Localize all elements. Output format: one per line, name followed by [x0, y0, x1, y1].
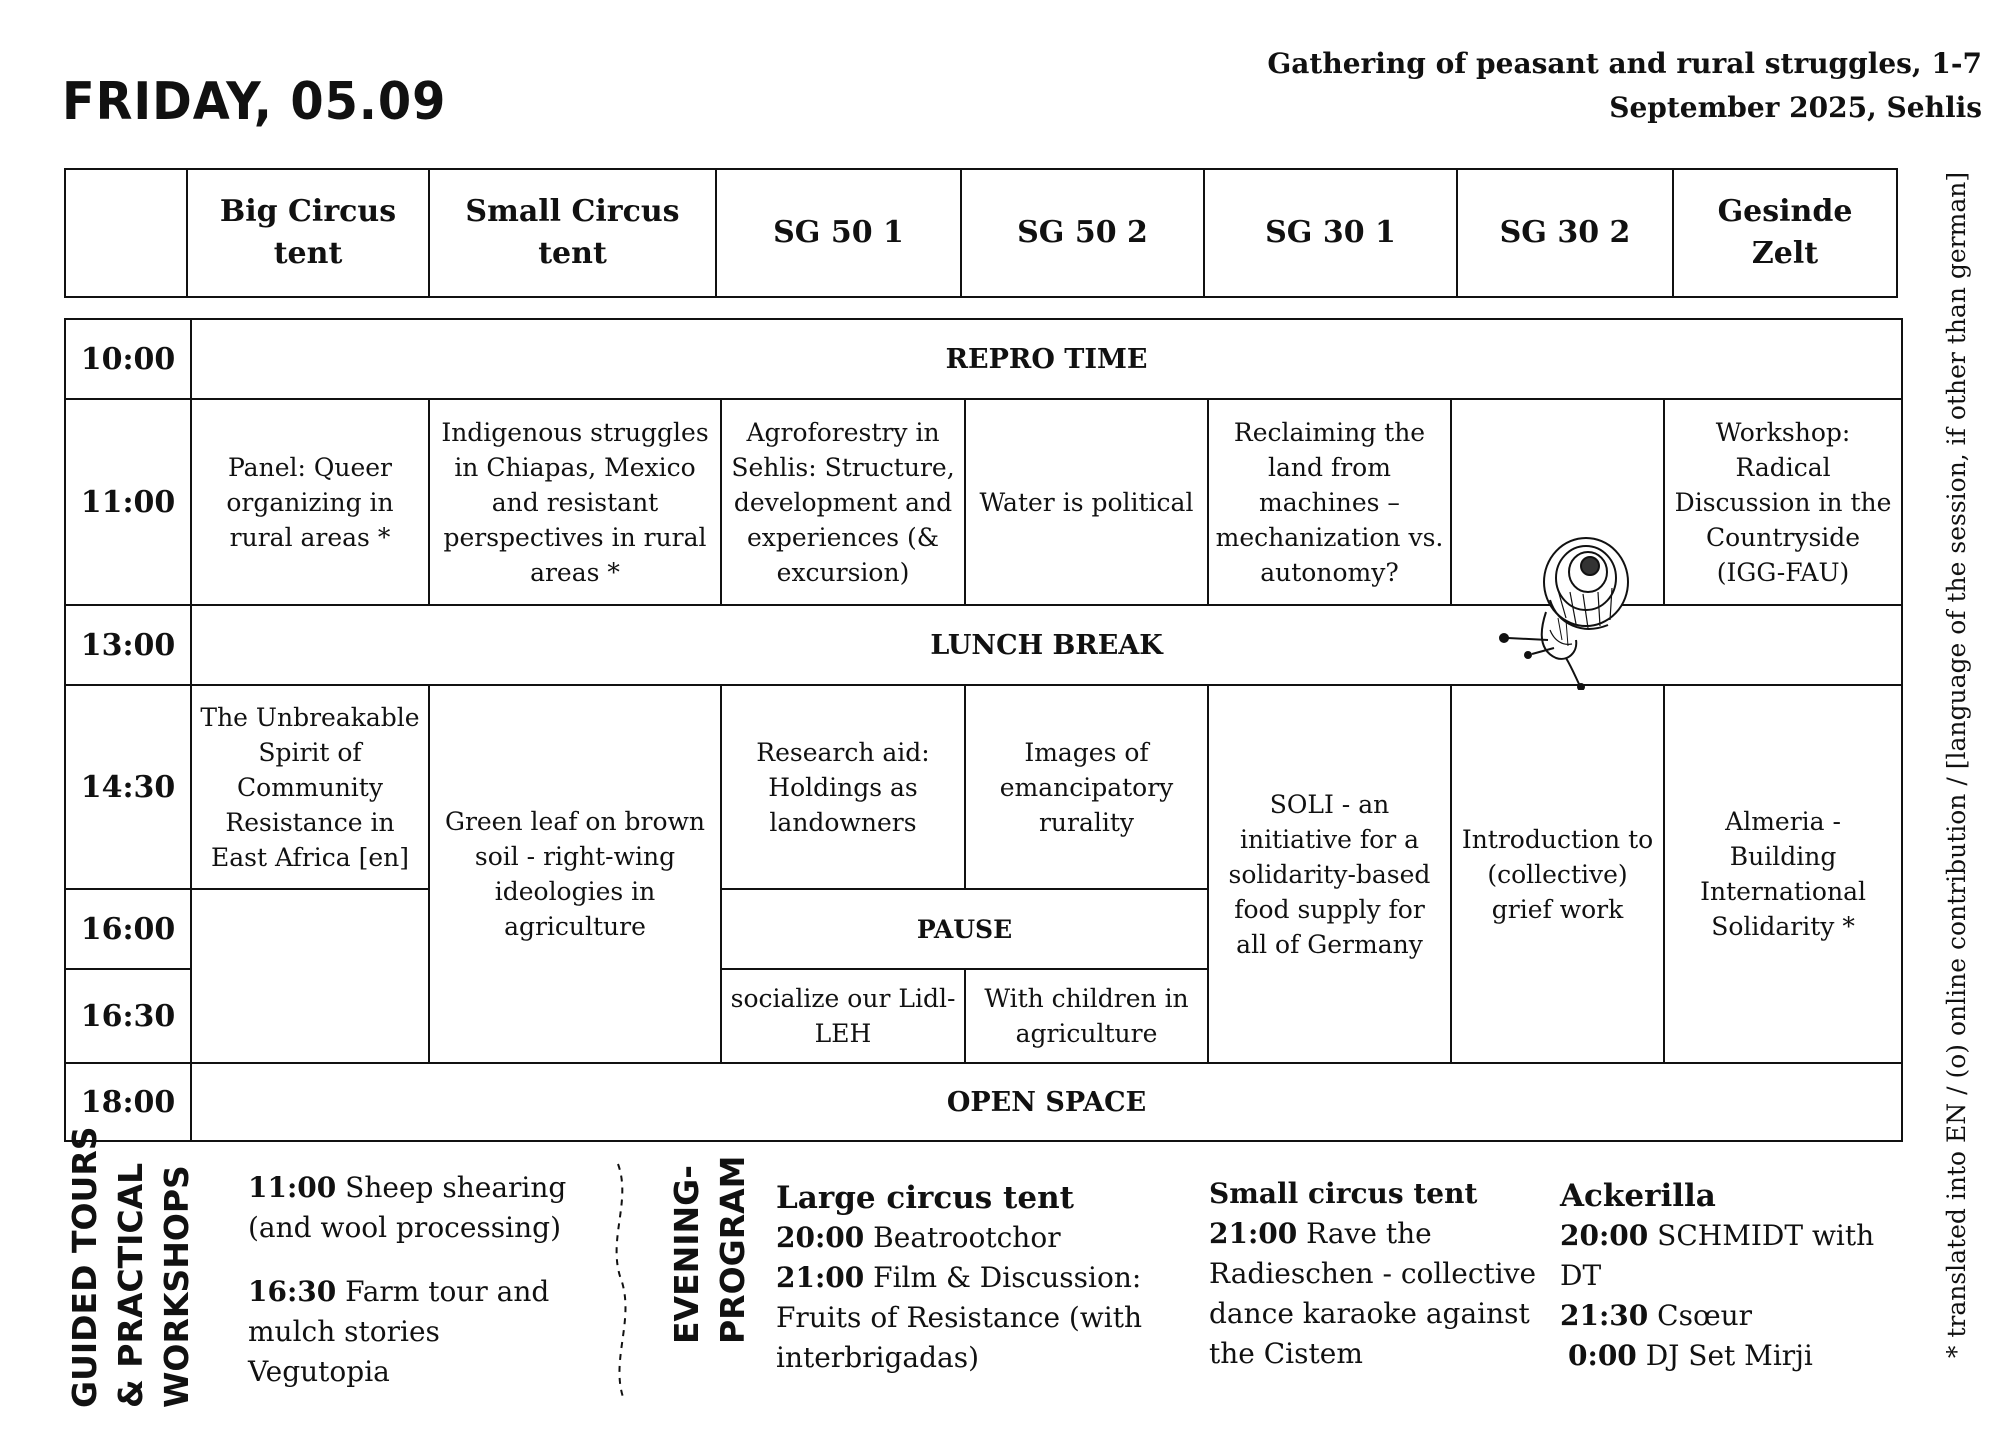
session-1430-sg30-1: SOLI - an initiative for a solidarity-based food supply for all of Germany: [1208, 685, 1451, 1063]
guided-item-sheep-text-b: (and wool processing): [248, 1211, 562, 1244]
session-1630-sg50-1: socialize our Lidl-LEH: [721, 969, 965, 1063]
guided-tours-title-line3: WORKSHOPS: [157, 1165, 196, 1408]
session-1100-gesinde: Workshop: Radical Discussion in the Countryside (IGG-FAU): [1664, 399, 1902, 605]
evening-small-tent-heading: Small circus tent: [1209, 1177, 1478, 1210]
evening-small-item1: [1209, 1214, 1539, 1254]
evening-ackerilla-item2: [1560, 1296, 1910, 1336]
venue-big-circus: Big Circus tent: [187, 169, 429, 297]
venue-sg30-2: SG 30 2: [1457, 169, 1673, 297]
guided-item-farm-text-b: mulch stories: [248, 1315, 440, 1348]
time-1430: 14:30: [65, 685, 191, 889]
day-title: FRIDAY, 05.09: [62, 72, 447, 132]
guided-item-farm-text-a: Farm tour and: [345, 1275, 550, 1308]
time-1630: 16:30: [65, 969, 191, 1063]
evening-large-item1: [776, 1218, 1146, 1258]
evening-small-item1-text-d: the Cistem: [1209, 1337, 1363, 1370]
evening-small-item1-text-b: Radieschen - collective: [1209, 1257, 1537, 1290]
evening-ackerilla-item1-time: 20:00: [1560, 1219, 1649, 1252]
evening-large-item2-text-b: Fruits of Resistance (with: [776, 1301, 1143, 1334]
evening-ackerilla-item1: [1560, 1216, 1910, 1296]
evening-ackerilla-item2-time: 21:30: [1560, 1299, 1649, 1332]
evening-large-tent: [776, 1178, 1146, 1378]
evening-large-item1-time: 20:00: [776, 1221, 865, 1254]
time-1800: 18:00: [65, 1063, 191, 1141]
session-1100-small-circus: Indigenous struggles in Chiapas, Mexico and resistant perspectives in rural areas *: [429, 399, 721, 605]
snail-illustration: [1488, 530, 1658, 690]
pause-block: PAUSE: [721, 889, 1208, 969]
evening-large-item2-time: 21:00: [776, 1261, 865, 1294]
event-title-line2: September 2025, Sehlis: [1609, 91, 1982, 124]
guided-tours-list: [248, 1168, 578, 1392]
evening-large-item2: [776, 1258, 1146, 1298]
evening-large-item1-text: Beatrootchor: [873, 1221, 1061, 1254]
venue-sg50-1: SG 50 1: [716, 169, 961, 297]
guided-item-farm-text-c: Vegutopia: [248, 1355, 390, 1388]
venue-small-circus: Small Circus tent: [429, 169, 716, 297]
session-1430-sg30-2: Introduction to (collective) grief work: [1451, 685, 1664, 1063]
guided-item-sheep-text-a: Sheep shearing: [345, 1171, 567, 1204]
session-1430-sg50-2: Images of emancipatory rurality: [965, 685, 1208, 889]
session-1100-big-circus: Panel: Queer organizing in rural areas *: [191, 399, 429, 605]
venue-gesinde: Gesinde Zelt: [1673, 169, 1897, 297]
event-title: [1082, 42, 1982, 130]
evening-ackerilla-item3-text: DJ Set Mirji: [1645, 1339, 1813, 1372]
guided-tours-title: [62, 1126, 292, 1454]
venue-sg50-2: SG 50 2: [961, 169, 1204, 297]
guided-item-sheep: [248, 1168, 578, 1208]
evening-ackerilla-heading: Ackerilla: [1560, 1178, 1716, 1214]
event-title-line1: Gathering of peasant and rural struggles, 1-7: [1267, 47, 1982, 80]
time-1000: 10:00: [65, 319, 191, 399]
time-1100: 11:00: [65, 399, 191, 605]
open-space-block: OPEN SPACE: [191, 1063, 1902, 1141]
evening-program-title-line2: PROGRAM: [713, 1155, 752, 1344]
legend-note-text: * translated into EN / (o) online contribution / [language of the session, if other than german]: [1942, 171, 1971, 1359]
guided-item-sheep-time: 11:00: [248, 1171, 337, 1204]
schedule-table: [64, 318, 1903, 1142]
venue-header-table: [64, 168, 1898, 298]
evening-ackerilla: [1560, 1176, 1910, 1376]
session-1430-gesinde: Almeria - Building International Solidarity *: [1664, 685, 1902, 1063]
evening-small-item1-time: 21:00: [1209, 1217, 1298, 1250]
venue-sg30-1: SG 30 1: [1204, 169, 1457, 297]
evening-large-item2-text-c: interbrigadas): [776, 1341, 979, 1374]
session-1100-sg50-1: Agroforestry in Sehlis: Structure, development and experiences (& excursion): [721, 399, 965, 605]
evening-small-tent: [1209, 1174, 1539, 1374]
guided-item-farm-time: 16:30: [248, 1275, 337, 1308]
session-1430-small-circus: Green leaf on brown soil - right-wing ideologies in agriculture: [429, 685, 721, 1063]
session-1430-sg50-1: Research aid: Holdings as landowners: [721, 685, 965, 889]
time-1300: 13:00: [65, 605, 191, 685]
session-1430-big-circus: The Unbreakable Spirit of Community Resistance in East Africa [en]: [191, 685, 429, 889]
evening-program-title-line1: EVENING-: [667, 1165, 706, 1344]
evening-ackerilla-item3: [1560, 1336, 1910, 1376]
session-1100-sg30-1: Reclaiming the land from machines – mechanization vs. autonomy?: [1208, 399, 1451, 605]
lunch-break-block: LUNCH BREAK: [191, 605, 1902, 685]
guided-tours-title-line2: & PRACTICAL: [111, 1162, 150, 1408]
evening-small-item1-text-c: dance karaoke against: [1209, 1297, 1530, 1330]
repro-time-block: REPRO TIME: [191, 319, 1902, 399]
time-1600: 16:00: [65, 889, 191, 969]
session-1100-sg50-2: Water is political: [965, 399, 1208, 605]
empty-cell-big-circus: [191, 889, 429, 1063]
session-1630-sg50-2: With children in agriculture: [965, 969, 1208, 1063]
section-divider: [604, 1162, 644, 1402]
header-corner: [65, 169, 187, 297]
evening-ackerilla-item2-text: Csœur: [1657, 1299, 1753, 1332]
legend-note: [1935, 165, 1979, 1365]
evening-ackerilla-item1-text: SCHMIDT with DT: [1560, 1219, 1875, 1292]
evening-large-item2-text-a: Film & Discussion:: [873, 1261, 1142, 1294]
evening-ackerilla-item3-time: 0:00: [1568, 1339, 1637, 1372]
evening-large-tent-heading: Large circus tent: [776, 1180, 1074, 1216]
evening-small-item1-text-a: Rave the: [1306, 1217, 1432, 1250]
guided-item-farm: [248, 1272, 578, 1312]
guided-tours-title-line1: GUIDED TOURS: [65, 1126, 104, 1408]
